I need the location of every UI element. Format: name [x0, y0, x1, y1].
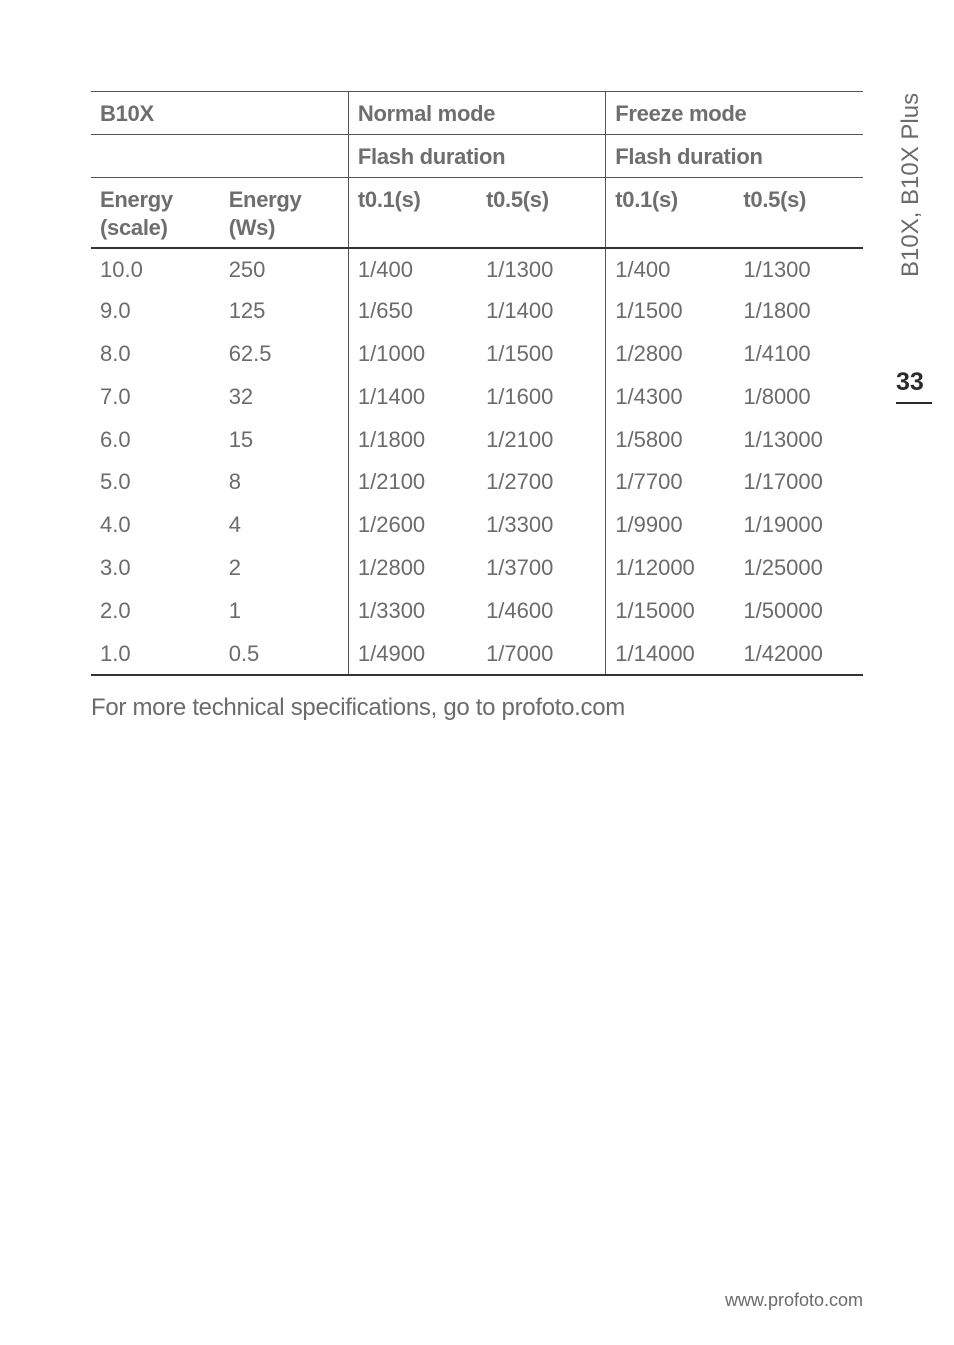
table-cell: 1/2100 [348, 461, 477, 504]
table-cell: 1/3300 [348, 590, 477, 633]
column-header: Energy (Ws) [220, 178, 349, 248]
table-row [91, 461, 863, 504]
freeze-mode-header: Freeze mode [606, 92, 863, 135]
table-cell: 1/1600 [486, 383, 554, 409]
table-cell: 1/1800 [743, 298, 811, 324]
column-header: t0.5(s) [477, 178, 606, 248]
table-cell: 125 [228, 298, 266, 324]
table-cell: 1/1400 [486, 298, 554, 324]
table-cell: 1/14000 [606, 633, 735, 676]
flash-duration-table [91, 91, 863, 676]
header-row-modes [91, 92, 863, 135]
table-cell: 1/7700 [606, 461, 735, 504]
column-header: t0.1(s) [606, 178, 735, 248]
table-cell: 62.5 [228, 341, 272, 367]
table-cell: 1/25000 [743, 555, 823, 581]
table-cell: 9.0 [100, 298, 131, 324]
table-cell: 1/4900 [348, 633, 477, 676]
table-cell: 250 [228, 256, 266, 282]
table-cell: 10.0 [100, 256, 143, 282]
page-number: 33 [896, 366, 932, 404]
table-cell: 1/2700 [486, 469, 554, 495]
column-header: t0.1(s) [348, 178, 477, 248]
product-header: B10X [91, 92, 348, 135]
table-cell: 1/3700 [486, 555, 554, 581]
table-cell: 1/17000 [743, 469, 823, 495]
table-cell: 1/4100 [743, 341, 811, 367]
table-cell: 1/9900 [606, 504, 735, 547]
table-cell: 1/2600 [348, 504, 477, 547]
normal-mode-header: Normal mode [348, 92, 605, 135]
column-header: t0.5(s) [734, 178, 863, 248]
table-cell: 1/400 [606, 248, 735, 291]
table-cell: 1.0 [91, 633, 220, 676]
table-cell: 5.0 [100, 469, 131, 495]
table-cell: 1/13000 [743, 426, 823, 452]
table-cell: 1/4300 [606, 376, 735, 419]
table-cell: 1/15000 [606, 590, 735, 633]
table-cell: 0.5 [220, 633, 349, 676]
header-row-columns [91, 178, 863, 248]
table-row [91, 376, 863, 419]
footer-url: www.profoto.com [724, 1290, 863, 1310]
table-cell: 1/1300 [486, 256, 554, 282]
table-cell: 1/1300 [743, 256, 811, 282]
table-cell: 3.0 [100, 555, 131, 581]
table-cell: 1/7000 [477, 633, 606, 676]
table-cell: 1/12000 [606, 547, 735, 590]
table-cell: 8.0 [100, 341, 131, 367]
table-cell: 6.0 [100, 426, 131, 452]
table-cell: 4.0 [100, 512, 131, 538]
table-row [91, 547, 863, 590]
table-cell: 1/1800 [348, 419, 477, 462]
table-cell: 1 [228, 597, 241, 623]
table-cell: 1/42000 [734, 633, 863, 676]
table-row [91, 504, 863, 547]
table-cell: 1/8000 [743, 383, 811, 409]
table-cell: 1/1400 [348, 376, 477, 419]
table-row [91, 248, 863, 291]
table-cell: 1/1000 [348, 333, 477, 376]
column-header: Energy (scale) [91, 178, 220, 248]
side-title: B10X, B10X Plus [897, 92, 924, 277]
empty-header-cell [91, 135, 348, 178]
table-cell: 1/400 [348, 248, 477, 291]
table-cell: 1/2800 [606, 333, 735, 376]
table-row [91, 633, 863, 676]
table-cell: 1/5800 [606, 419, 735, 462]
table-cell: 1/50000 [743, 597, 823, 623]
table-row [91, 419, 863, 462]
table-row [91, 333, 863, 376]
table-cell: 1/4600 [486, 597, 554, 623]
table-cell: 7.0 [100, 383, 131, 409]
table-cell: 8 [228, 469, 241, 495]
table-cell: 1/2800 [348, 547, 477, 590]
footnote-text: For more technical specifications, go to profoto.com [91, 694, 625, 721]
table-cell: 15 [228, 426, 254, 452]
table-cell: 1/19000 [743, 512, 823, 538]
table-row [91, 590, 863, 633]
table-cell: 1/3300 [486, 512, 554, 538]
table-cell: 1/1500 [486, 341, 554, 367]
table-cell: 1/1500 [606, 290, 735, 333]
table-cell: 4 [228, 512, 241, 538]
freeze-flash-duration-header: Flash duration [606, 135, 863, 178]
table-row [91, 290, 863, 333]
normal-flash-duration-header: Flash duration [348, 135, 605, 178]
header-row-flash-duration [91, 135, 863, 178]
table-cell: 1/2100 [486, 426, 554, 452]
table-cell: 1/650 [348, 290, 477, 333]
table-cell: 2 [228, 555, 241, 581]
table-cell: 32 [228, 383, 254, 409]
table-cell: 2.0 [100, 597, 131, 623]
